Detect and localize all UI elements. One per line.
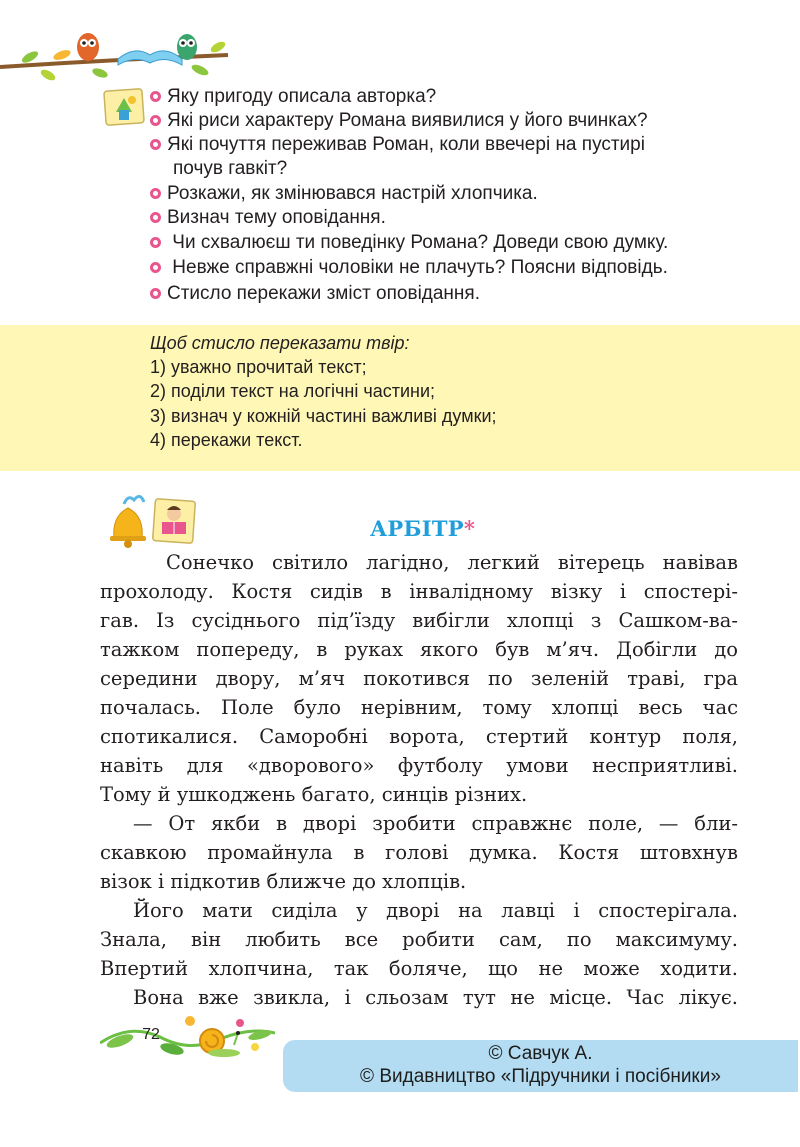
question-item: Які риси характеру Романа виявилися у його вчинках?	[150, 109, 648, 133]
story-line: спотикалися. Саморобні ворота, стертий контур поля,	[100, 725, 738, 748]
memo-step: 1) уважно прочитай текст;	[150, 357, 367, 377]
bullet-icon	[150, 91, 161, 102]
story-line: візок і підкотив ближче до хлопців.	[100, 870, 467, 893]
question-item: Невже справжні чоловіки не плачуть? Поясни відповідь.	[150, 256, 668, 280]
memo-step: 4) перекажи текст.	[150, 430, 303, 450]
story-line: скавкою промайнула в голові думка. Костя штовхнув	[100, 841, 738, 864]
bullet-icon	[150, 288, 161, 299]
story-line: Його мати сиділа у дворі на лавці і спостерігала.	[133, 899, 738, 922]
memo-step: 3) визнач у кожній частині важливі думки;	[150, 406, 497, 426]
question-item-continuation: почув гавкіт?	[173, 158, 288, 179]
story-line: середини двору, м’яч покотився по зеленій траві, гра	[100, 667, 738, 690]
bullet-icon	[150, 139, 161, 150]
bullet-icon	[150, 188, 161, 199]
bullet-icon	[150, 115, 161, 126]
story-title: АРБІТР*	[370, 516, 476, 541]
story-line: тажком попереду, в руках якого був м’яч. Добігли до	[100, 638, 738, 661]
story-line: прохолоду. Костя сидів в інвалідному візку і спостері-	[100, 580, 738, 603]
memo-title: Щоб стисло переказати твір:	[150, 333, 410, 353]
story-line: Вона вже звикла, і сльозам тут не місце. Час лікує.	[133, 986, 738, 1009]
bell-reading-icon	[104, 488, 199, 550]
question-item: Чи схвалюєш ти поведінку Романа? Доведи свою думку.	[150, 231, 668, 255]
bullet-icon	[150, 262, 161, 273]
bullet-icon	[150, 237, 161, 248]
question-item: Які почуття переживав Роман, коли ввечері на пустирі	[150, 133, 645, 157]
question-item: Розкажи, як змінювався настрій хлопчика.	[150, 182, 538, 206]
story-line: гав. Із сусіднього під’їзду вибігли хлопці з Сашком-ва-	[100, 609, 738, 632]
flowers-snail-illustration	[100, 1003, 275, 1063]
story-line: навіть для «дворового» футболу умови несприятливі.	[100, 754, 738, 777]
story-line: Тому й ушкоджень багато, синців різних.	[100, 783, 528, 806]
story-line: Сонечко світило лагідно, легкий вітерець навівав	[166, 551, 738, 574]
question-item: Яку пригоду описала авторка?	[150, 85, 436, 109]
story-line: Впертий хлопчина, так боляче, що не може ходити.	[100, 957, 738, 980]
branch-owls-book-illustration	[0, 25, 230, 85]
page-number: 72	[142, 1026, 160, 1043]
footnote-asterisk: *	[463, 516, 476, 541]
story-line: Знала, він любить все робити сам, по максимуму.	[100, 928, 738, 951]
story-line: почалась. Поле було нерівним, тому хлопці весь час	[100, 696, 738, 719]
bullet-icon	[150, 212, 161, 223]
story-line: — От якби в дворі зробити справжнє поле, — бли-	[133, 812, 738, 835]
copyright-author: © Савчук А.	[488, 1043, 593, 1064]
question-item: Визнач тему оповідання.	[150, 206, 386, 230]
copyright-publisher: © Видавництво «Підручники і посібники»	[360, 1066, 721, 1087]
memo-step: 2) поділи текст на логічні частини;	[150, 381, 436, 401]
question-item: Стисло перекажи зміст оповідання.	[150, 282, 480, 306]
questions-icon	[102, 86, 146, 128]
